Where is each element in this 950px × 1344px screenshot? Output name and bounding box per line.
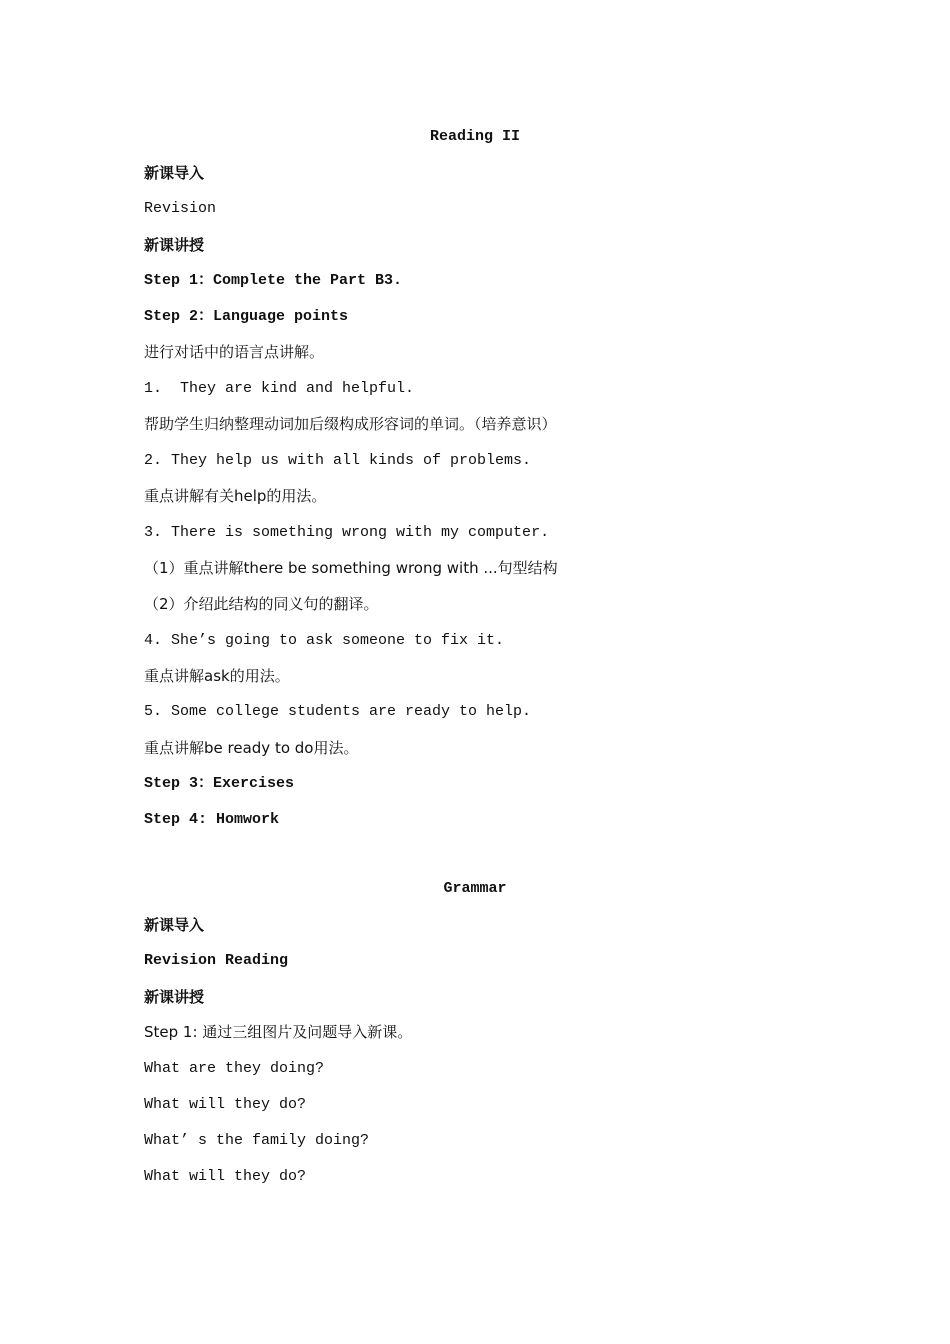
grammar-intro-heading: 新课导入 (144, 916, 205, 934)
reading-step-2: Step 2：Language points (144, 308, 349, 325)
reading-title: Reading II (429, 128, 520, 145)
grammar-question-2: What will they do? (144, 1096, 307, 1113)
reading-intro-text: Revision (144, 200, 217, 217)
reading-step-1: Step 1：Complete the Part B3. (144, 272, 403, 289)
language-point-5-note: 重点讲解be ready to do用法。 (144, 739, 359, 757)
reading-lesson-heading: 新课讲授 (144, 236, 205, 254)
grammar-title: Grammar (443, 880, 507, 897)
language-point-1: 1. They are kind and helpful. (144, 380, 415, 397)
language-point-4: 4. She’s going to ask someone to fix it. (144, 632, 505, 649)
grammar-step-1: Step 1: 通过三组图片及问题导入新课。 (144, 1023, 413, 1041)
language-point-5: 5. Some college students are ready to help. (144, 703, 532, 720)
language-point-3: 3. There is something wrong with my computer. (144, 524, 550, 541)
reading-step-4: Step 4: Homwork (144, 811, 280, 828)
language-point-2: 2. They help us with all kinds of problems. (144, 452, 532, 469)
grammar-lesson-heading: 新课讲授 (144, 988, 205, 1006)
reading-intro-heading: 新课导入 (144, 164, 205, 182)
language-point-3-note-2: （2）介绍此结构的同义句的翻译。 (144, 595, 379, 613)
language-point-4-note: 重点讲解ask的用法。 (144, 667, 290, 685)
language-point-3-note-1: （1）重点讲解there be something wrong with ...句型结构 (144, 559, 558, 577)
reading-step-2-desc: 进行对话中的语言点讲解。 (144, 343, 325, 361)
grammar-question-1: What are they doing? (144, 1060, 325, 1077)
grammar-question-3: What’ s the family doing? (144, 1132, 370, 1149)
language-point-2-note: 重点讲解有关help的用法。 (144, 487, 327, 505)
grammar-intro-text: Revision Reading (144, 952, 289, 969)
reading-step-3: Step 3：Exercises (144, 775, 295, 792)
language-point-1-note: 帮助学生归纳整理动词加后缀构成形容词的单词。（培养意识） (144, 415, 557, 433)
grammar-question-4: What will they do? (144, 1168, 307, 1185)
